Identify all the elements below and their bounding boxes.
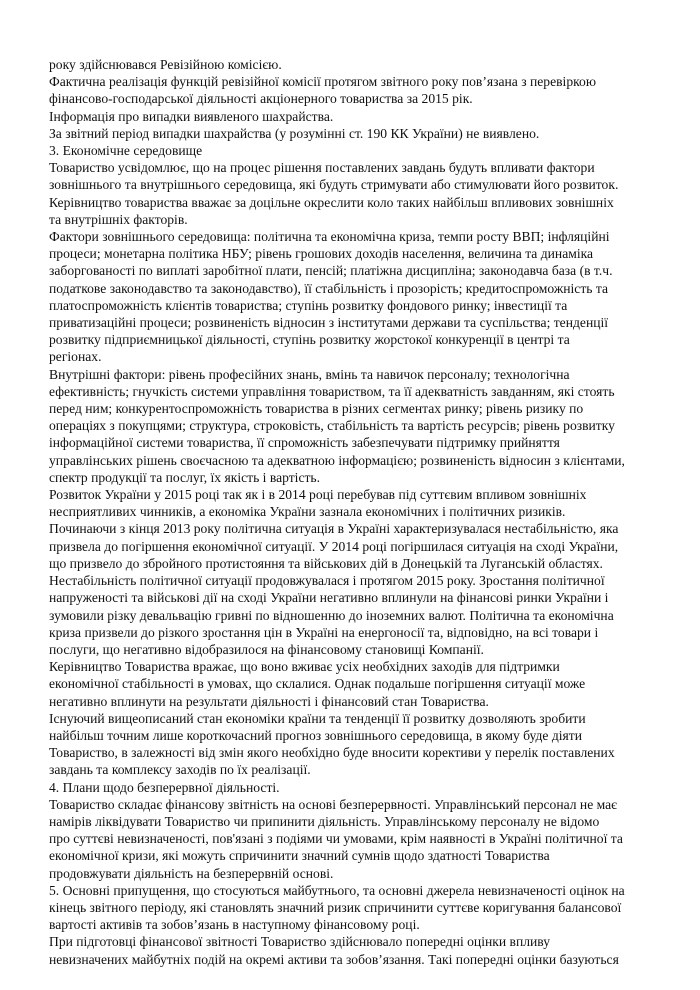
text-line: намірів ліквідувати Товариство чи припинити діяльність. Управлінському персоналу не відомо — [49, 813, 600, 829]
text-line: 3. Економічне середовище — [49, 143, 203, 159]
text-line: Розвиток України у 2015 році так як і в 2014 році перебував під суттєвим впливом зовнішніх — [49, 487, 587, 503]
text-line: Інформація про випадки виявленого шахрайства. — [49, 108, 334, 124]
text-line: процеси; монетарна політика НБУ; рівень грошових доходів населення, величина та динаміка — [49, 246, 594, 262]
text-line: спектр продукції та послуг, їх якість і вартість. — [49, 469, 321, 485]
text-line: 5. Основні припущення, що стосуються майбутнього, та основні джерела невизначеності оцінок на — [49, 882, 625, 898]
text-line: завдань та комплексу заходів по їх реалізації. — [49, 762, 311, 778]
text-line: несприятливих чинників, а економіка України зазнала економічних і політичних ризиків. — [49, 504, 566, 520]
text-line: 4. Плани щодо безперервної діяльності. — [49, 779, 280, 795]
text-line: інформаційної системи товариства, її спроможність забезпечувати підтримку прийняття — [49, 435, 560, 451]
text-line: фінансово-господарської діяльності акціонерного товариства за 2015 рік. — [49, 91, 473, 107]
text-line: Фактори зовнішнього середовища: політична та економічна криза, темпи росту ВВП; інфляційні — [49, 229, 610, 245]
text-line: зумовили різку девальвацію гривні по відношенню до іноземних валют. Політична та економічна — [49, 607, 614, 623]
text-line: Починаючи з кінця 2013 року політична ситуація в Україні характеризувалася нестабільністю, яка — [49, 521, 619, 537]
text-line: криза призвели до різкого зростання цін в Україні на енергоносії та, відповідно, на всі товари і — [49, 624, 599, 640]
text-line: регіонах. — [49, 349, 102, 365]
text-line: приватизаційні процеси; розвиненість відносин з інститутами держави та суспільства; тенденції — [49, 315, 609, 331]
text-line: податкове законодавство та законодавство), її стабільність і прозорість; кредитоспроможність та — [49, 280, 609, 296]
text-line: ефективність; гнучкість системи управління товариством, та її адекватність завданням, які стоять — [49, 383, 615, 399]
text-line: про суттєві невизначеності, пов'язані з подіями чи умовами, крім наявності в Україні політичної та — [49, 831, 623, 847]
text-line: Керівництво товариства вважає за доцільне окреслити коло таких найбільш впливових зовнішніх — [49, 194, 614, 210]
text-line: платоспроможність клієнтів товариства; ступінь розвитку фондового ринку; інвестиції та — [49, 297, 568, 313]
document-body — [49, 56, 654, 968]
text-line: Фактична реалізація функцій ревізійної комісії протягом звітного року пов’язана з перевіркою — [49, 74, 596, 90]
text-line: зовнішнього та внутрішнього середовища, які будуть стримувати або стимулювати його розвиток. — [49, 177, 619, 193]
text-line: найбільш точним лише короткочасний прогноз зовнішнього середовища, в якому буде діяти — [49, 727, 582, 743]
text-line: заборгованості по виплаті заробітної плати, пенсій; платіжна дисципліна; законодавча база (в т.ч. — [49, 263, 613, 279]
text-line: невизначених майбутніх подій на окремі активи та зобов’язання. Такі попередні оцінки базуються — [49, 951, 619, 967]
text-line: перед ним; конкурентоспроможність товариства в різних сегментах ринку; рівень ризику по — [49, 401, 584, 417]
text-line: Товариство складає фінансову звітність на основі безперервності. Управлінський персонал не має — [49, 796, 618, 812]
text-line: Існуючий вищеописаний стан економіки країни та тенденції її розвитку дозволяють зробити — [49, 710, 586, 726]
text-line: що призвело до збройного протистояння та військових дій в Донецькій та Луганській областях. — [49, 555, 603, 571]
text-line: вартості активів та зобов’язань в наступному фінансовому році. — [49, 917, 420, 933]
text-line: При підготовці фінансової звітності Товариство здійснювало попередні оцінки впливу — [49, 934, 551, 950]
text-line: року здійснювався Ревізійною комісією. — [49, 57, 282, 72]
text-line: розвитку підприємницької діяльності, ступінь розвитку жорстокої конкуренції в центрі та — [49, 332, 570, 348]
text-line: продовжувати діяльність на безперервній основі. — [49, 865, 334, 881]
text-line: послуги, що негативно відобразилося на фінансовому становищі Компанії. — [49, 641, 484, 657]
text-line: операціях з покупцями; структура, строковість, стабільність та вартість ресурсів; рівень розвитку — [49, 418, 615, 434]
text-line: За звітний період випадки шахрайства (у розумінні ст. 190 КК України) не виявлено. — [49, 125, 540, 141]
text-line: економічної кризи, які можуть спричинити значний сумнів щодо здатності Товариства — [49, 848, 550, 864]
text-line: Нестабільність політичної ситуації продовжувалася і протягом 2015 року. Зростання політичної — [49, 573, 605, 589]
text-line: кінець звітного періоду, які становлять значний ризик спричинити суттєве коригування балансової — [49, 899, 622, 915]
text-line: напруженості та військові дії на сході України негативно вплинули на фінансові ринки України і — [49, 590, 609, 606]
text-line: Товариство, в залежності від змін якого необхідно буде вносити корективи у перелік поставлених — [49, 745, 615, 761]
text-line: Товариство усвідомлює, що на процес рішення поставлених завдань будуть впливати фактори — [49, 160, 595, 176]
text-line: Внутрішні фактори: рівень професійних знань, вмінь та навичок персоналу; технологічна — [49, 366, 570, 382]
text-line: та внутрішніх факторів. — [49, 211, 188, 227]
text-line: негативно вплинути на результати діяльності і фінансовий стан Товариства. — [49, 693, 489, 709]
text-line: призвела до погіршення економічної ситуації. У 2014 році погіршилася ситуація на сході України, — [49, 538, 619, 554]
text-line: економічної стабільності в умовах, що склалися. Однак подальше погіршення ситуації може — [49, 676, 586, 692]
text-line: Керівництво Товариства вражає, що воно вживає усіх необхідних заходів для підтримки — [49, 659, 560, 675]
text-line: управлінських рішень своєчасною та адекватною інформацією; розвиненість відносин з клієнтами, — [49, 452, 625, 468]
